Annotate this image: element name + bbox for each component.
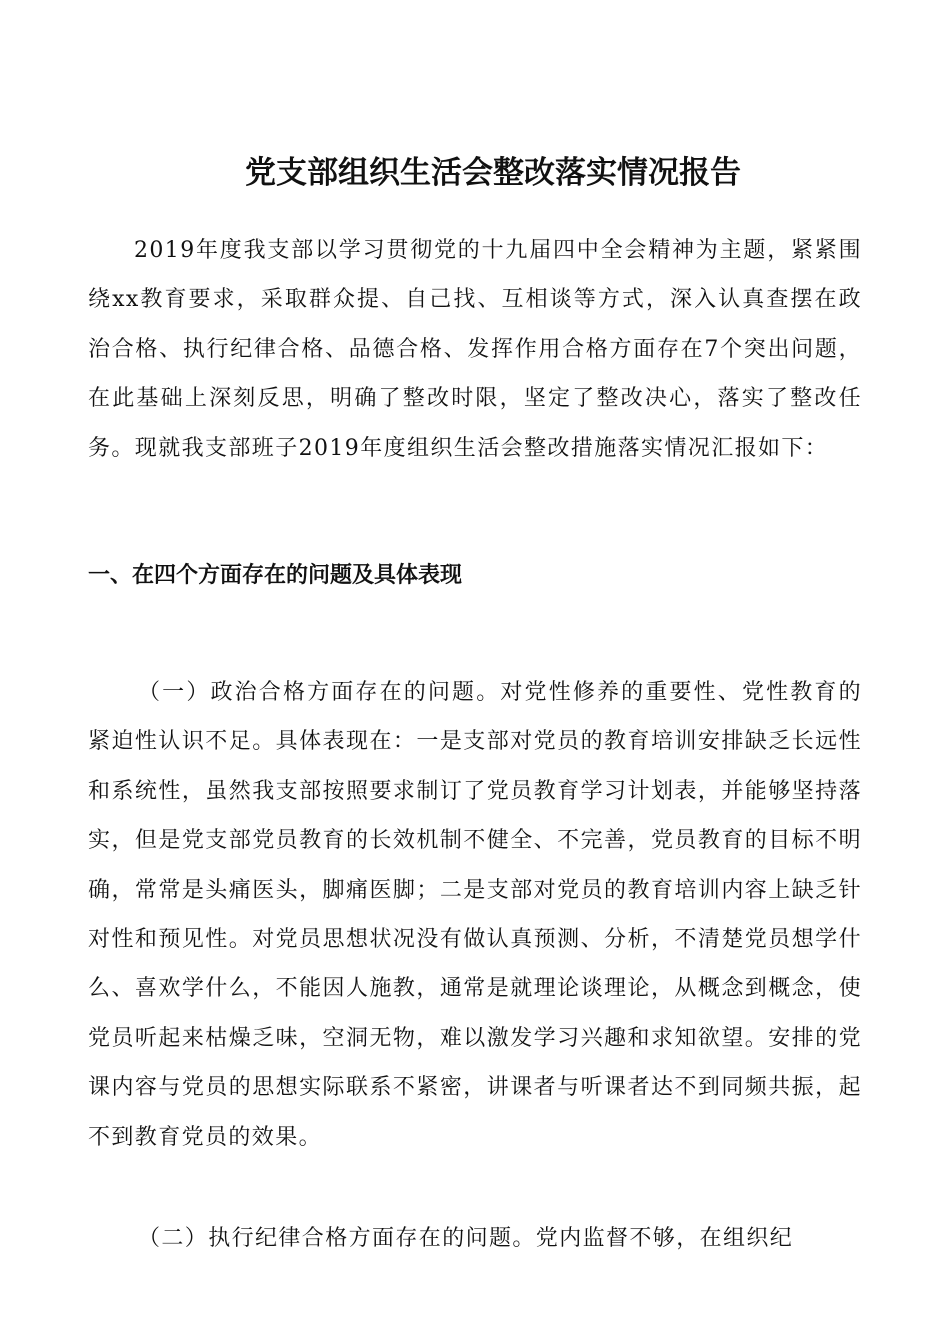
document-title: 党支部组织生活会整改落实情况报告 [245,155,741,191]
political-issue-paragraph: （一）政治合格方面存在的问题。对党性修养的重要性、党性教育的紧迫性认识不足。具体表现在：一是支部对党员的教育培训安排缺乏长远性和系统性，虽然我支部按照要求制订了党员教育学习计划表，并能够坚持落实，但是党支部党员教育的长效机制不健全、不完善，党员教育的目标不明确，常常是头痛医头，脚痛医脚；二是支部对党员的教育培训内容上缺乏针对性和预见性。对党员思想状况没有做认真预测、分析，不清楚党员想学什么、喜欢学什么，不能因人施教，通常是就理论谈理论，从概念到概念，使党员听起来枯燥乏味，空洞无物，难以激发学习兴趣和求知欲望。安排的党课内容与党员的思想实际联系不紧密，讲课者与听课者达不到同频共振，起不到教育党员的效果。 [88,680,862,1150]
discipline-issue-paragraph: （二）执行纪律合格方面存在的问题。党内监督不够，在组织纪 [138,1226,794,1251]
intro-paragraph: 2019年度我支部以学习贯彻党的十九届四中全会精神为主题，紧紧围绕xx教育要求，采取群众提、自己找、互相谈等方式，深入认真查摆在政治合格、执行纪律合格、品德合格、发挥作用合格方面存在7个突出问题，在此基础上深刻反思，明确了整改时限，坚定了整改决心，落实了整改任务。现就我支部班子2019年度组织生活会整改措施落实情况汇报如下： [88,238,862,461]
section-heading: 一、在四个方面存在的问题及具体表现 [88,563,463,588]
